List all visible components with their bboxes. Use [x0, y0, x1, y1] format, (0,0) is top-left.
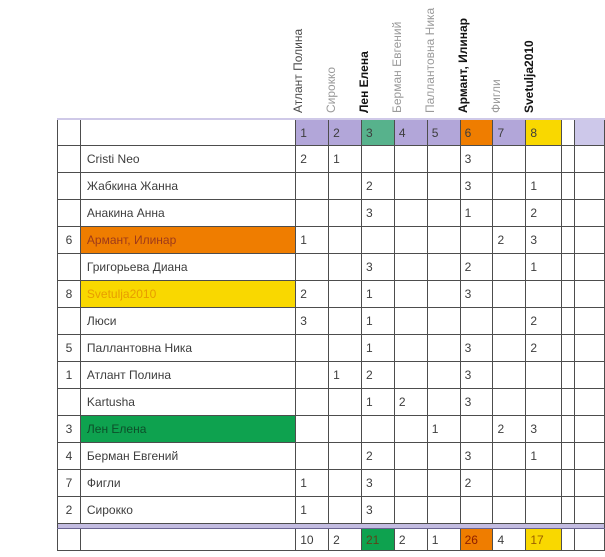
- spacer-cell: [562, 173, 575, 200]
- value-cell: [460, 416, 493, 443]
- value-cell: 1: [361, 389, 394, 416]
- spacer-cell: [562, 200, 575, 227]
- table-row: [58, 281, 605, 308]
- value-cell: [427, 497, 460, 524]
- value-cell: [526, 146, 562, 173]
- name-cell: Анакина Анна: [80, 200, 295, 227]
- table-row: [58, 389, 605, 416]
- value-cell: [394, 416, 427, 443]
- totals-spacer-cell: [562, 529, 575, 551]
- value-cell: [526, 281, 562, 308]
- value-cell: 1: [526, 173, 562, 200]
- value-cell: 3: [361, 200, 394, 227]
- value-cell: 1: [329, 146, 362, 173]
- value-cell: [427, 281, 460, 308]
- column-number-cell-5: 5: [427, 119, 460, 146]
- value-cell: 2: [361, 173, 394, 200]
- totals-rank-cell: [58, 529, 81, 551]
- spacer-cell: [562, 443, 575, 470]
- rank-cell: 6: [58, 227, 81, 254]
- value-cell: [329, 173, 362, 200]
- value-cell: 3: [361, 470, 394, 497]
- value-cell: [329, 389, 362, 416]
- value-cell: [427, 335, 460, 362]
- value-cell: [427, 362, 460, 389]
- spacer-cell: [562, 389, 575, 416]
- column-label-8: Svetulja2010: [522, 40, 536, 113]
- trailing-cell: [575, 335, 605, 362]
- value-cell: 3: [296, 308, 329, 335]
- value-cell: [361, 227, 394, 254]
- totals-name-cell: [80, 529, 295, 551]
- value-cell: [394, 470, 427, 497]
- value-cell: [329, 470, 362, 497]
- value-cell: [493, 443, 526, 470]
- trailing-cell: [575, 389, 605, 416]
- results-table: [57, 118, 605, 551]
- value-cell: [427, 173, 460, 200]
- name-cell: Лен Елена: [80, 416, 295, 443]
- trailing-cell: [575, 362, 605, 389]
- value-cell: [329, 308, 362, 335]
- name-cell: Атлант Полина: [80, 362, 295, 389]
- spacer-cell: [562, 497, 575, 524]
- trailing-cell: [575, 227, 605, 254]
- value-cell: [427, 227, 460, 254]
- value-cell: [493, 254, 526, 281]
- value-cell: [329, 227, 362, 254]
- spacer-cell: [562, 146, 575, 173]
- table-row: [58, 416, 605, 443]
- value-cell: [329, 281, 362, 308]
- rank-cell: [58, 173, 81, 200]
- value-cell: [427, 308, 460, 335]
- table-row: [58, 227, 605, 254]
- value-cell: [329, 416, 362, 443]
- value-cell: [296, 362, 329, 389]
- value-cell: 2: [493, 227, 526, 254]
- value-cell: [526, 470, 562, 497]
- value-cell: 1: [526, 443, 562, 470]
- name-cell: Люси: [80, 308, 295, 335]
- column-label-3: Лен Елена: [357, 51, 371, 113]
- value-cell: [526, 497, 562, 524]
- column-label-5: Паллантовна Ника: [423, 7, 437, 113]
- table-row: [58, 200, 605, 227]
- value-cell: 3: [460, 362, 493, 389]
- value-cell: [427, 254, 460, 281]
- value-cell: 1: [296, 470, 329, 497]
- value-cell: 3: [460, 146, 493, 173]
- value-cell: 2: [361, 443, 394, 470]
- name-cell: Жабкина Жанна: [80, 173, 295, 200]
- header-trailing-cell: [575, 119, 605, 146]
- value-cell: 1: [329, 362, 362, 389]
- name-cell: Сирокко: [80, 497, 295, 524]
- value-cell: [427, 146, 460, 173]
- column-label-6: Армант, Илинар: [456, 18, 470, 113]
- trailing-cell: [575, 416, 605, 443]
- trailing-cell: [575, 254, 605, 281]
- total-cell-2: 2: [329, 529, 362, 551]
- spacer-cell: [562, 335, 575, 362]
- value-cell: [329, 254, 362, 281]
- trailing-cell: [575, 497, 605, 524]
- trailing-cell: [575, 146, 605, 173]
- table-row: [58, 497, 605, 524]
- value-cell: [493, 200, 526, 227]
- value-cell: [394, 308, 427, 335]
- value-cell: [493, 146, 526, 173]
- column-number-cell-7: 7: [493, 119, 526, 146]
- value-cell: 2: [526, 308, 562, 335]
- value-cell: 3: [526, 416, 562, 443]
- value-cell: 3: [460, 389, 493, 416]
- value-cell: [296, 335, 329, 362]
- table-row: [58, 335, 605, 362]
- value-cell: 2: [526, 335, 562, 362]
- value-cell: [296, 173, 329, 200]
- total-cell-6: 26: [460, 529, 493, 551]
- table-row: [58, 146, 605, 173]
- spacer-cell: [562, 281, 575, 308]
- trailing-cell: [575, 443, 605, 470]
- value-cell: 1: [296, 497, 329, 524]
- value-cell: [394, 443, 427, 470]
- spacer-cell: [562, 362, 575, 389]
- spacer-cell: [562, 308, 575, 335]
- value-cell: [493, 335, 526, 362]
- value-cell: [460, 497, 493, 524]
- name-cell: Kartusha: [80, 389, 295, 416]
- value-cell: [296, 254, 329, 281]
- trailing-cell: [575, 173, 605, 200]
- name-cell: Берман Евгений: [80, 443, 295, 470]
- value-cell: 2: [296, 146, 329, 173]
- value-cell: [427, 470, 460, 497]
- value-cell: [493, 173, 526, 200]
- value-cell: 2: [296, 281, 329, 308]
- column-number-cell-8: 8: [526, 119, 562, 146]
- value-cell: 1: [427, 416, 460, 443]
- rank-cell: [58, 254, 81, 281]
- value-cell: [329, 200, 362, 227]
- column-number-cell-2: 2: [329, 119, 362, 146]
- value-cell: [394, 497, 427, 524]
- column-label-2: Сирокко: [324, 66, 338, 113]
- table-row: [58, 470, 605, 497]
- column-number-cell-6: 6: [460, 119, 493, 146]
- value-cell: 3: [526, 227, 562, 254]
- value-cell: [296, 200, 329, 227]
- value-cell: 3: [460, 173, 493, 200]
- value-cell: 3: [361, 254, 394, 281]
- rank-cell: 3: [58, 416, 81, 443]
- name-cell: Армант, Илинар: [80, 227, 295, 254]
- spacer-cell: [562, 227, 575, 254]
- value-cell: 2: [460, 254, 493, 281]
- value-cell: [394, 281, 427, 308]
- value-cell: [493, 308, 526, 335]
- rank-cell: [58, 389, 81, 416]
- value-cell: [296, 416, 329, 443]
- value-cell: [493, 281, 526, 308]
- name-cell: Svetulja2010: [80, 281, 295, 308]
- totals-row: [58, 529, 605, 551]
- value-cell: [526, 389, 562, 416]
- total-cell-8: 17: [526, 529, 562, 551]
- value-cell: 3: [460, 443, 493, 470]
- value-cell: [329, 443, 362, 470]
- table-row: [58, 173, 605, 200]
- value-cell: 1: [361, 335, 394, 362]
- rank-cell: 1: [58, 362, 81, 389]
- column-number-cell-4: 4: [394, 119, 427, 146]
- value-cell: [394, 335, 427, 362]
- value-cell: [394, 254, 427, 281]
- spacer-cell: [562, 416, 575, 443]
- rank-cell: [58, 308, 81, 335]
- column-number-cell-1: 1: [296, 119, 329, 146]
- value-cell: [427, 389, 460, 416]
- value-cell: [296, 389, 329, 416]
- value-cell: 2: [460, 470, 493, 497]
- header-row: [58, 119, 605, 146]
- totals-trailing-cell: [575, 529, 605, 551]
- value-cell: 3: [460, 281, 493, 308]
- total-cell-1: 10: [296, 529, 329, 551]
- rank-cell: 5: [58, 335, 81, 362]
- name-cell: Паллантовна Ника: [80, 335, 295, 362]
- rank-cell: [58, 146, 81, 173]
- value-cell: [394, 227, 427, 254]
- value-cell: [493, 497, 526, 524]
- value-cell: 2: [526, 200, 562, 227]
- name-cell: Фигли: [80, 470, 295, 497]
- trailing-cell: [575, 470, 605, 497]
- value-cell: [394, 146, 427, 173]
- value-cell: [427, 200, 460, 227]
- value-cell: [329, 335, 362, 362]
- table-row: [58, 308, 605, 335]
- value-cell: 1: [361, 281, 394, 308]
- value-cell: [361, 146, 394, 173]
- value-cell: 1: [361, 308, 394, 335]
- value-cell: 2: [361, 362, 394, 389]
- spacer-cell: [562, 254, 575, 281]
- value-cell: [329, 497, 362, 524]
- value-cell: 2: [394, 389, 427, 416]
- value-cell: 3: [460, 335, 493, 362]
- column-label-1: Атлант Полина: [291, 28, 305, 113]
- value-cell: 2: [493, 416, 526, 443]
- rank-cell: 7: [58, 470, 81, 497]
- table-row: [58, 362, 605, 389]
- trailing-cell: [575, 308, 605, 335]
- header-name-corner: [80, 119, 295, 146]
- value-cell: [427, 443, 460, 470]
- header-spacer-cell: [562, 119, 575, 146]
- rank-cell: [58, 200, 81, 227]
- value-cell: [460, 227, 493, 254]
- name-cell: Cristi Neo: [80, 146, 295, 173]
- rank-cell: 2: [58, 497, 81, 524]
- value-cell: [394, 173, 427, 200]
- column-number-cell-3: 3: [361, 119, 394, 146]
- value-cell: [361, 416, 394, 443]
- value-cell: 1: [296, 227, 329, 254]
- total-cell-4: 2: [394, 529, 427, 551]
- value-cell: [394, 200, 427, 227]
- column-label-4: Берман Евгений: [390, 21, 404, 113]
- trailing-cell: [575, 281, 605, 308]
- header-rank-corner: [58, 119, 81, 146]
- value-cell: [296, 443, 329, 470]
- value-cell: [493, 389, 526, 416]
- rank-cell: 4: [58, 443, 81, 470]
- value-cell: [394, 362, 427, 389]
- total-cell-7: 4: [493, 529, 526, 551]
- value-cell: [493, 362, 526, 389]
- value-cell: 1: [526, 254, 562, 281]
- value-cell: [460, 308, 493, 335]
- rank-cell: 8: [58, 281, 81, 308]
- total-cell-5: 1: [427, 529, 460, 551]
- trailing-cell: [575, 200, 605, 227]
- name-cell: Григорьева Диана: [80, 254, 295, 281]
- value-cell: [493, 470, 526, 497]
- column-label-7: Фигли: [489, 79, 503, 113]
- value-cell: [526, 362, 562, 389]
- value-cell: 3: [361, 497, 394, 524]
- value-cell: 1: [460, 200, 493, 227]
- total-cell-3: 21: [361, 529, 394, 551]
- table-row: [58, 443, 605, 470]
- table-row: [58, 254, 605, 281]
- spacer-cell: [562, 470, 575, 497]
